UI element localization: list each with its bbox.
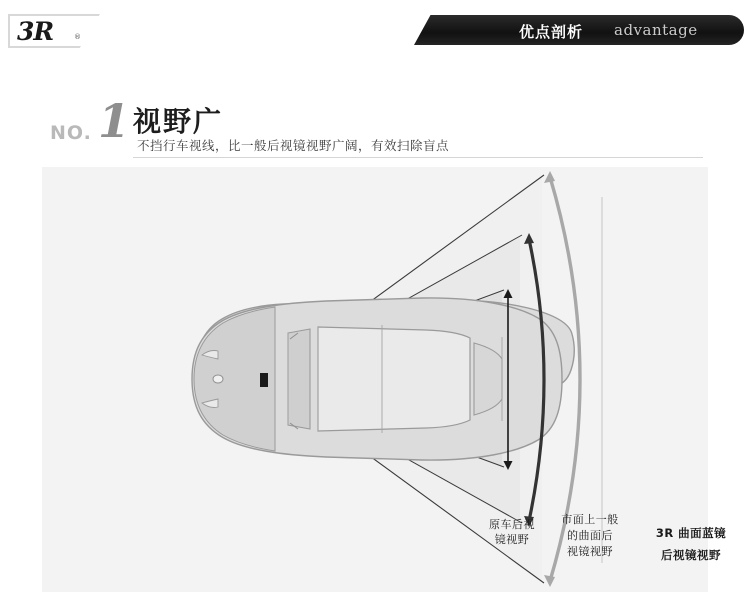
page-subtitle: 不挡行车视线，比一般后视镜视野广阔，有效扫除盲点 xyxy=(137,138,450,153)
section-banner-title-cn: 优点剖析 xyxy=(519,23,584,41)
rear-window xyxy=(474,343,502,415)
label-market-curved-line2: 的曲面后 xyxy=(567,529,613,542)
label-original-mirror xyxy=(482,517,542,547)
registered-mark-icon: ® xyxy=(74,33,81,41)
car-top-view-illustration xyxy=(192,298,574,460)
page-header xyxy=(0,0,750,60)
diagram-panel xyxy=(42,167,727,592)
label-market-curved-mirror xyxy=(561,512,619,560)
label-original-mirror-line1: 原车后视 xyxy=(489,518,535,531)
windshield xyxy=(288,329,310,429)
car-roof xyxy=(318,327,470,431)
label-threer-line2: 后视镜视野 xyxy=(661,548,721,562)
title-divider xyxy=(133,157,703,158)
mirror-origin-marker xyxy=(260,373,268,387)
label-threer-mirror xyxy=(645,522,737,566)
brand-logo xyxy=(8,14,108,50)
label-threer-line1: 3R 曲面蓝镜 xyxy=(655,526,727,540)
label-market-curved-line1: 市面上一般 xyxy=(561,513,619,526)
logo-text: 3R xyxy=(17,17,54,46)
label-market-curved-line3: 视镜视野 xyxy=(567,545,613,558)
label-original-mirror-line2: 镜视野 xyxy=(494,533,530,546)
page-title: 视野广 xyxy=(133,105,224,138)
car-emblem xyxy=(213,375,223,383)
advantage-number-label: NO. xyxy=(50,122,92,144)
section-banner-title-en: advantage xyxy=(614,21,698,39)
section-banner xyxy=(414,15,744,45)
advantage-number-value: 1 xyxy=(98,94,131,148)
